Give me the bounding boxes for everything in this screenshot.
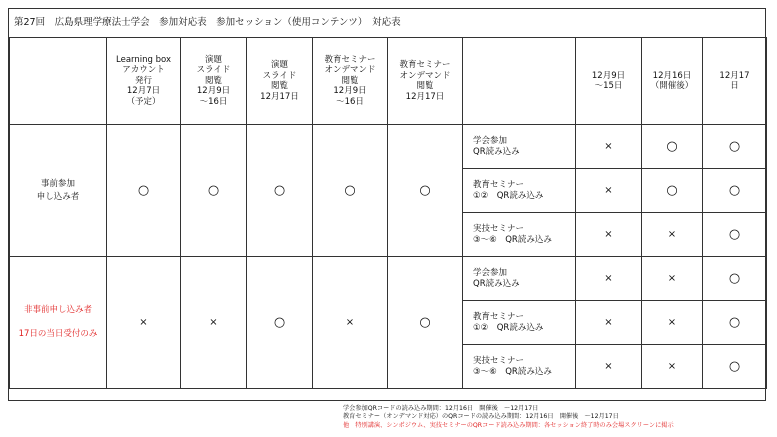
column-header: 教育セミナー オンデマンド 閲覧 12月17日	[388, 38, 463, 125]
mark-cell: ○	[703, 301, 767, 345]
footnotes	[343, 405, 674, 430]
page-title: 第27回 広島県理学療法士学会 参加対応表 参加セッション（使用コンテンツ） 対応表	[14, 17, 401, 28]
group-label-cell	[10, 257, 107, 389]
mark-cell: ×	[576, 345, 642, 389]
mark-cell: ○	[247, 125, 313, 257]
session-label-cell: 教育セミナー ①② QR読み込み	[463, 169, 576, 213]
mark-cell: ○	[642, 125, 703, 169]
mark-cell: ×	[576, 301, 642, 345]
mark-cell: ○	[313, 125, 388, 257]
mark-cell: ×	[107, 257, 181, 389]
column-header: 12月17 日	[703, 38, 767, 125]
mark-cell: ×	[642, 345, 703, 389]
mark-cell: ×	[576, 213, 642, 257]
table-row	[10, 125, 767, 169]
mark-cell: ○	[703, 345, 767, 389]
group-label: 非事前申し込み者	[23, 305, 92, 316]
mark-cell: ○	[703, 257, 767, 301]
mark-cell: ○	[703, 169, 767, 213]
session-label-cell: 実技セミナー ③～⑥ QR読み込み	[463, 345, 576, 389]
column-header: Learning box アカウント 発行 12月7日 （予定）	[107, 38, 181, 125]
mark-cell: ×	[181, 257, 247, 389]
mark-cell: ×	[576, 257, 642, 301]
mark-cell: ×	[642, 257, 703, 301]
mark-cell: ○	[181, 125, 247, 257]
mark-cell: ○	[703, 125, 767, 169]
mark-cell: ○	[642, 169, 703, 213]
session-label-cell: 教育セミナー ①② QR読み込み	[463, 301, 576, 345]
column-header: 12月16日 （開催後）	[642, 38, 703, 125]
mark-cell: ○	[703, 213, 767, 257]
table-row	[10, 257, 767, 301]
group-sublabel: 17日の当日受付のみ	[18, 328, 98, 339]
footnote: 教育セミナー（オンデマンド対応）のQRコードの読み込み期間：12月16日 開催後 ～12月17日	[343, 413, 619, 421]
correspondence-table	[9, 37, 767, 389]
group-label-cell	[10, 125, 107, 257]
mark-cell: ×	[576, 125, 642, 169]
mark-cell: ○	[107, 125, 181, 257]
mark-cell: ○	[388, 257, 463, 389]
session-label-cell: 学会参加 QR読み込み	[463, 257, 576, 301]
mark-cell: ×	[576, 169, 642, 213]
footnote-red: 他 特別講演、シンポジウム、実技セミナーのQRコード読み込み期間：各セッション終了時のみ会場スクリーンに掲示	[343, 421, 674, 429]
column-header-blank	[463, 38, 576, 125]
session-label-cell: 学会参加 QR読み込み	[463, 125, 576, 169]
mark-cell: ○	[247, 257, 313, 389]
mark-cell: ×	[642, 301, 703, 345]
mark-cell: ×	[313, 257, 388, 389]
footnote: 学会参加QRコードの読み込み期間：12月16日 開催後 ～12月17日	[343, 405, 539, 412]
column-header: 教育セミナー オンデマンド 閲覧 12月9日 ～16日	[313, 38, 388, 125]
column-header: 演題 スライド 閲覧 12月17日	[247, 38, 313, 125]
column-header: 12月9日 ～15日	[576, 38, 642, 125]
group-label: 事前参加 申し込み者	[36, 178, 80, 202]
mark-cell: ×	[642, 213, 703, 257]
header-row	[10, 38, 767, 125]
header-corner-cell	[10, 38, 107, 125]
mark-cell: ○	[388, 125, 463, 257]
session-label-cell: 実技セミナー ③～⑥ QR読み込み	[463, 213, 576, 257]
column-header: 演題 スライド 閲覧 12月9日 ～16日	[181, 38, 247, 125]
